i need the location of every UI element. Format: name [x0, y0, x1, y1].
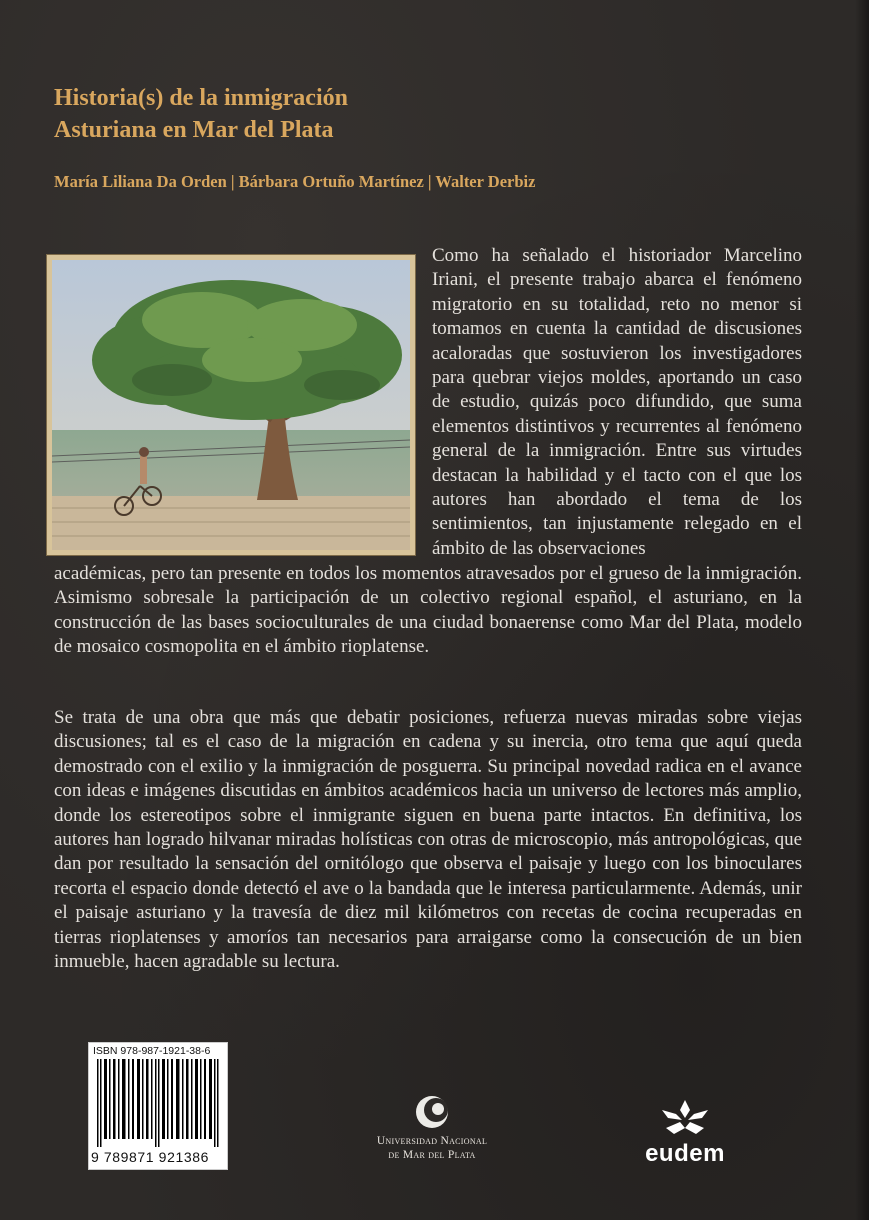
synopsis-paragraph-1-rest: académicas, pero tan presente en todos los momentos atravesados por el grueso de la inmigración. Asimismo sobresale la participación de un colectivo regional español, el asturiano, en la construcción de las bases socioculturales de una ciudad bonaerense como Mar del Plata, modelo de mosaico cosmopolita en el ámbito rioplatense.	[54, 563, 802, 658]
university-name-line-2: de Mar del Plata	[388, 1149, 476, 1161]
tree-painting-image	[52, 260, 410, 550]
isbn-label: ISBN 978-987-1921-38-6	[93, 1045, 211, 1057]
book-title	[54, 82, 554, 146]
eudem-wordmark: eudem	[645, 1140, 725, 1167]
university-logo-icon	[410, 1092, 454, 1132]
isbn-barcode	[88, 1042, 228, 1170]
book-authors: María Liliana Da Orden | Bárbara Ortuño Martínez | Walter Derbiz	[54, 172, 536, 191]
university-name	[350, 1134, 514, 1162]
book-title-line-1: Historia(s) de la inmigración	[54, 85, 348, 111]
barcode-bars	[95, 1059, 221, 1147]
barcode-digits: 9 789871 921386	[91, 1149, 209, 1165]
eudem-logo-icon	[652, 1098, 718, 1142]
synopsis-paragraph-2: Se trata de una obra que más que debatir posiciones, refuerza nuevas miradas sobre viejas discusiones; tal es el caso de la migración en cadena y su inercia, otro tema que aquí queda demostrado con el exilio y la inmigración de posguerra. Su principal novedad radica en el avance con ideas e imágenes discutidas en ámbitos académicos hacia un universo de lectores más amplio, donde los estereotipos sobre el inmigrante siguen en buena parte intactos. En definitiva, los autores han logrado hilvanar miradas holísticas con otras de microscopio, más antropológicas, que dan por resultado la sensación del ornitólogo que observa el paisaje y luego con los binoculares recorta el espacio donde detectó el ave o la bandada que le interesa particularmente. Además, unir el paisaje asturiano y la travesía de diez mil kilómetros con recetas de cocina recuperadas en tierras rioplatenses y amoríos tan necesarios para arraigarse como la consecución de un bien inmueble, hacen agradable su lectura.	[54, 707, 802, 973]
book-title-line-2: Asturiana en Mar del Plata	[54, 117, 334, 143]
cover-painting	[46, 254, 416, 556]
cover-edge-shadow	[855, 0, 869, 1220]
synopsis-paragraph-1-top: Como ha señalado el historiador Marcelino Iriani, el presente trabajo abarca el fenómeno migratorio en su totalidad, reto no menor si tomamos en cuenta la cantidad de discusiones acaloradas que sostuvieron los investigadores para quebrar viejos moldes, aportando un caso de estudio, quizás poco difundido, que suma elementos distintivos y recurrentes al fenómeno general de la inmigración. Entre sus virtudes destacan la habilidad y el tacto con el que los autores han abordado el tema de los sentimientos, tan injustamente relegado en el ámbito de las observaciones	[432, 245, 802, 559]
university-name-line-1: Universidad Nacional	[376, 1135, 488, 1147]
